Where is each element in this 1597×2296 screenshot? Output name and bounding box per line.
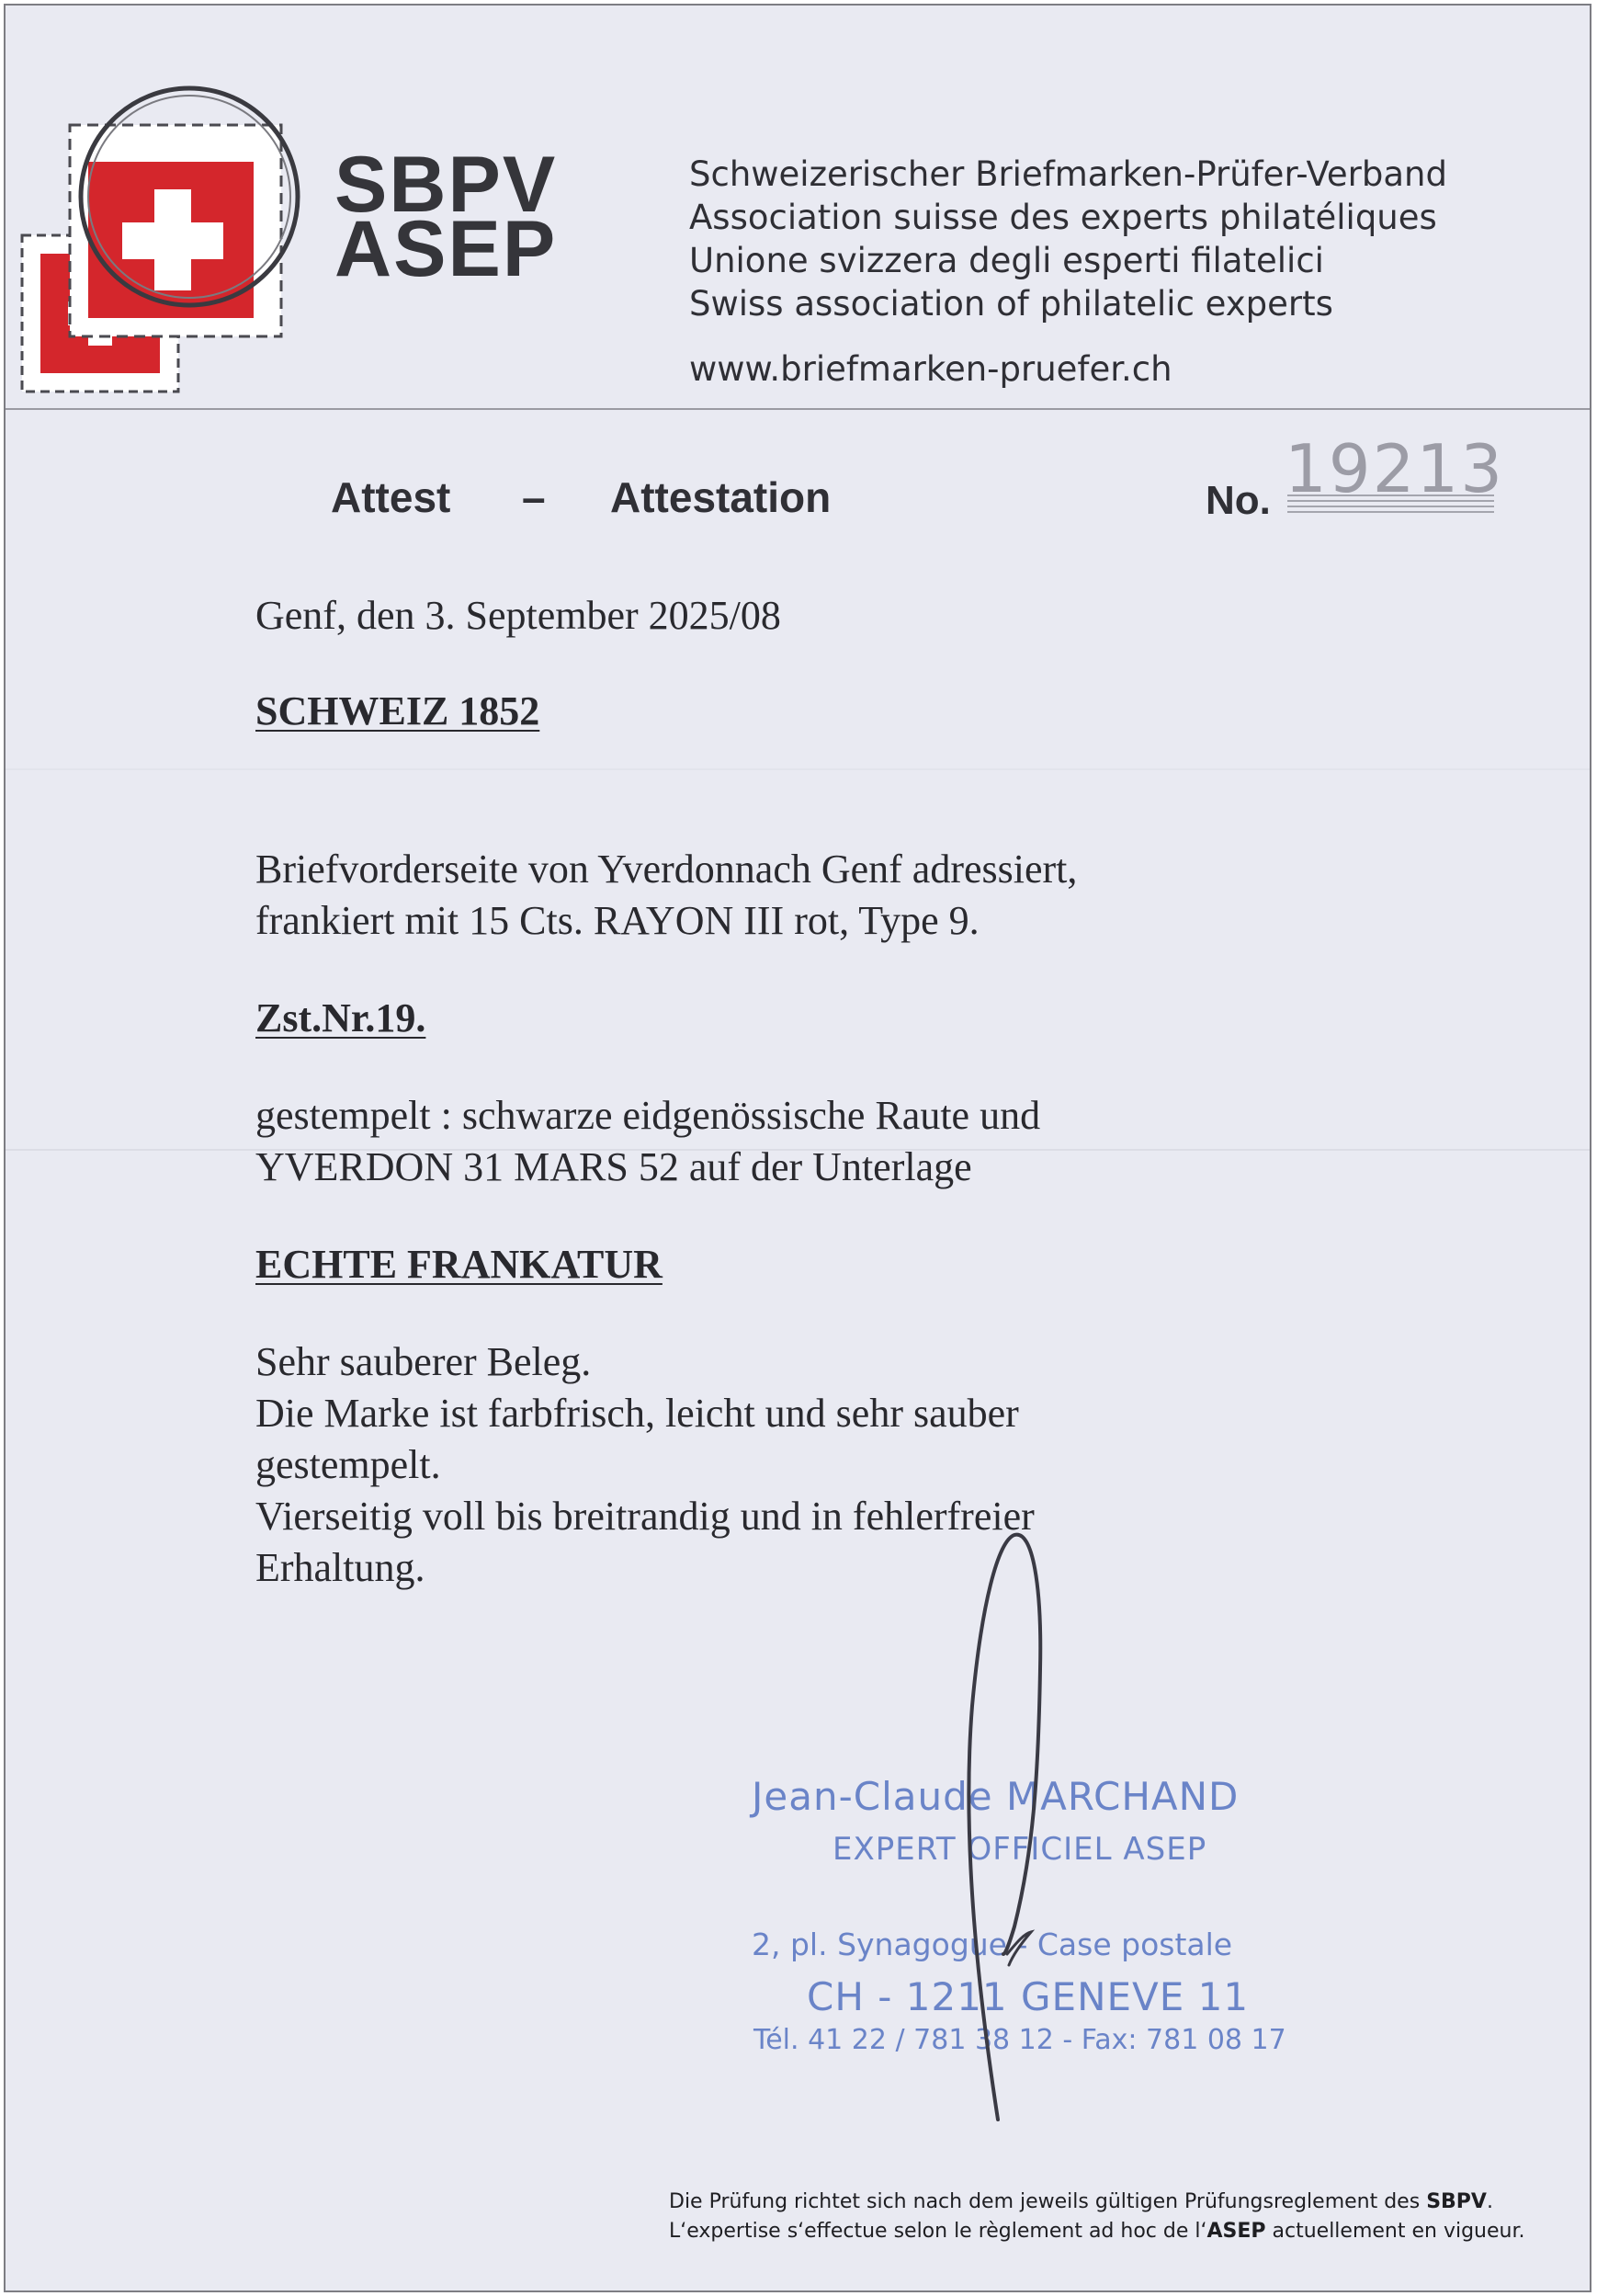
- cancellation-line-1: gestempelt : schwarze eidgenössische Raute und: [255, 1093, 1041, 1138]
- verdict-heading: ECHTE FRANKATUR: [255, 1242, 663, 1287]
- certificate-sheet: [4, 4, 1591, 2292]
- condition-line-3: gestempelt.: [255, 1442, 441, 1487]
- footer-line-de-text: Die Prüfung richtet sich nach dem jeweils gültigen Prüfungsreglement des: [669, 2190, 1427, 2213]
- association-name-de: Schweizerischer Briefmarken-Prüfer-Verband: [689, 154, 1447, 194]
- title-dash: –: [522, 473, 546, 521]
- stamp-expert-title: EXPERT OFFICIEL ASEP: [832, 1831, 1207, 1868]
- stamp-expert-name: Jean-Claude MARCHAND: [752, 1774, 1240, 1819]
- stamp-phone: Tél. 41 22 / 781 38 12 - Fax: 781 08 17: [753, 2024, 1286, 2056]
- number-guilloche-lines: [1287, 493, 1494, 515]
- catalog-heading: Zst.Nr.19.: [255, 995, 426, 1040]
- footer-note: [669, 2188, 1525, 2246]
- condition-line-1: Sehr sauberer Beleg.: [255, 1339, 592, 1384]
- brand-sbpv: SBPV: [334, 141, 558, 229]
- brand-asep: ASEP: [334, 205, 558, 293]
- website-link[interactable]: www.briefmarken-pruefer.ch: [689, 349, 1172, 389]
- handwritten-signature: [924, 1522, 1108, 2129]
- footer-line-de-end: .: [1486, 2190, 1493, 2213]
- description-line-2: frankiert mit 15 Cts. RAYON III rot, Type 9.: [255, 898, 980, 943]
- association-name-it: Unione svizzera degli esperti filatelici: [689, 241, 1324, 280]
- description-line-1: Briefvorderseite von Yverdonnach Genf adressiert,: [255, 847, 1078, 892]
- association-names: [689, 153, 1447, 325]
- footer-line-de-sbpv: SBPV: [1426, 2190, 1487, 2213]
- association-name-fr: Association suisse des experts philatéliques: [689, 198, 1437, 237]
- cancellation-line-2: YVERDON 31 MARS 52 auf der Unterlage: [255, 1144, 972, 1189]
- certificate-number: 19213: [1285, 430, 1505, 507]
- number-label: No.: [1206, 478, 1271, 523]
- footer-line-fr-text: L‘expertise s‘effectue selon le règlement ad hoc de l‘: [669, 2220, 1207, 2243]
- brand-logotype: [334, 141, 558, 293]
- country-heading: SCHWEIZ 1852: [255, 688, 540, 733]
- footer-line-fr-end: actuellement en vigueur.: [1265, 2220, 1525, 2243]
- sbpv-logo: [15, 61, 327, 401]
- footer-line-fr: [669, 2217, 1525, 2246]
- header-divider: [6, 408, 1590, 410]
- footer-line-fr-asep: ASEP: [1206, 2220, 1266, 2243]
- stamp-address: 2, pl. Synagogue - Case postale: [752, 1927, 1233, 1962]
- title-attest: Attest: [331, 473, 451, 521]
- title-attestation: Attestation: [610, 473, 832, 521]
- association-name-en: Swiss association of philatelic experts: [689, 284, 1333, 324]
- date-line: Genf, den 3. September 2025/08: [255, 593, 781, 638]
- fold-line: [6, 768, 1590, 770]
- condition-line-5: Erhaltung.: [255, 1545, 425, 1590]
- condition-line-2: Die Marke ist farbfrisch, leicht und sehr sauber: [255, 1391, 1019, 1436]
- footer-line-de: [669, 2188, 1525, 2217]
- stamp-city: CH - 1211 GENEVE 11: [807, 1974, 1250, 2019]
- condition-line-4: Vierseitig voll bis breitrandig und in fehlerfreier: [255, 1494, 1035, 1539]
